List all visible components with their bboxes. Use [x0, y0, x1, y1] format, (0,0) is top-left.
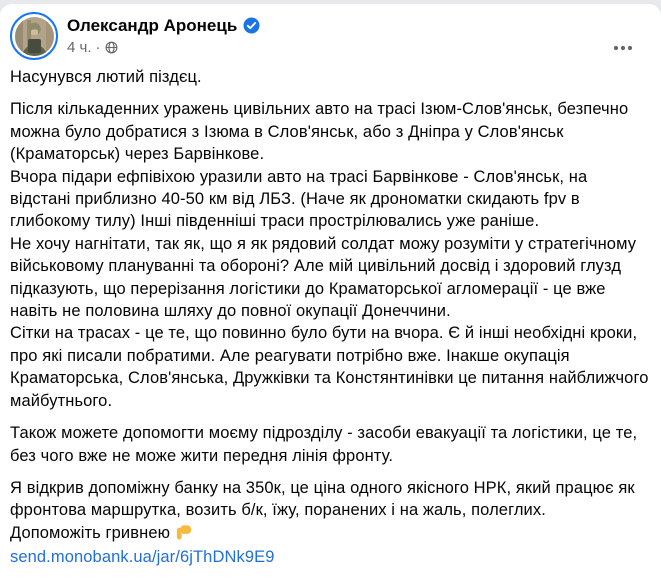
- text-line: Насунувся лютий піздєц.: [10, 68, 202, 86]
- more-options-icon: [612, 44, 634, 52]
- paragraph-block: [10, 422, 651, 467]
- pointing-down-emoji: [175, 524, 192, 541]
- text-line: Сітки на трасах - це те, що повинно було бути на вчора. Є й інші необхідні кроки, про які писали побратими. Але реагувати потрібно вже. Інакше окупація Краматорська, Слов'янська, Дружківки та Констянтинівки це питання найближчого майбутнього.: [10, 324, 649, 410]
- text-line: Після кількаденних уражень цивільних авто на трасі Ізюм-Слов'янськ, безпечно можна було добратися з Ізюма в Слов'янськ, або з Дніпра у Слов'янськ (Краматорськ) через Барвінкове.: [10, 100, 629, 164]
- avatar-soldier-image: [15, 17, 54, 56]
- link-line: [10, 546, 651, 568]
- author-name[interactable]: Олександр Аронець: [67, 16, 238, 35]
- post-header: [10, 12, 651, 60]
- header-text: [67, 12, 260, 56]
- text-line: Не хочу нагнітати, так як, що я як рядовий солдат можу розуміти у стратегічному військовому плануванні та обороні? Але мій цивільний досвід і здоровий глузд підказують, що перерізання логістики до Краматорської агломерації - це вже навіть не половина шляху до повної окупації Донеччини.: [10, 234, 637, 321]
- paragraph-block: [10, 477, 651, 569]
- timestamp[interactable]: 4 ч.: [67, 39, 92, 56]
- call-to-action-line: [10, 522, 651, 544]
- post-meta: [67, 39, 260, 56]
- more-options-button[interactable]: [607, 32, 639, 64]
- post-card: [0, 4, 661, 577]
- paragraph-block: [10, 66, 651, 88]
- text-line: Я відкрив допоміжну банку на 350к, це ціна одного якісного НРК, який працює як фронтова маршрутка, возить б/к, їжу, поранених і на жаль, полеглих.: [10, 478, 635, 520]
- avatar[interactable]: [10, 12, 58, 60]
- public-globe-icon: [105, 41, 118, 54]
- avatar-photo: [15, 17, 54, 56]
- paragraph-block: [10, 98, 651, 412]
- monobank-link[interactable]: send.monobank.ua/jar/6jThDNk9E9: [10, 548, 275, 567]
- call-to-action-text: Допоможіть гривнею: [10, 523, 171, 542]
- verified-badge-icon: [243, 17, 260, 34]
- text-line: Вчора підари ефпівіхою уразили авто на трасі Барвінкове - Слов'янськ, на відстані приблизно 40-50 км від ЛБЗ. (Наче як дрономатки скидають fpv в глибокому тилу) Інші південніші траси прострілювались уже раніше.: [10, 167, 588, 231]
- meta-separator: ·: [95, 39, 101, 56]
- post-text: [10, 66, 651, 569]
- text-line: Також можете допомогти моєму підрозділу - засоби евакуації та логістики, це те, без чого вже не може жити передня лінія фронту.: [10, 424, 638, 465]
- name-row: [67, 15, 260, 36]
